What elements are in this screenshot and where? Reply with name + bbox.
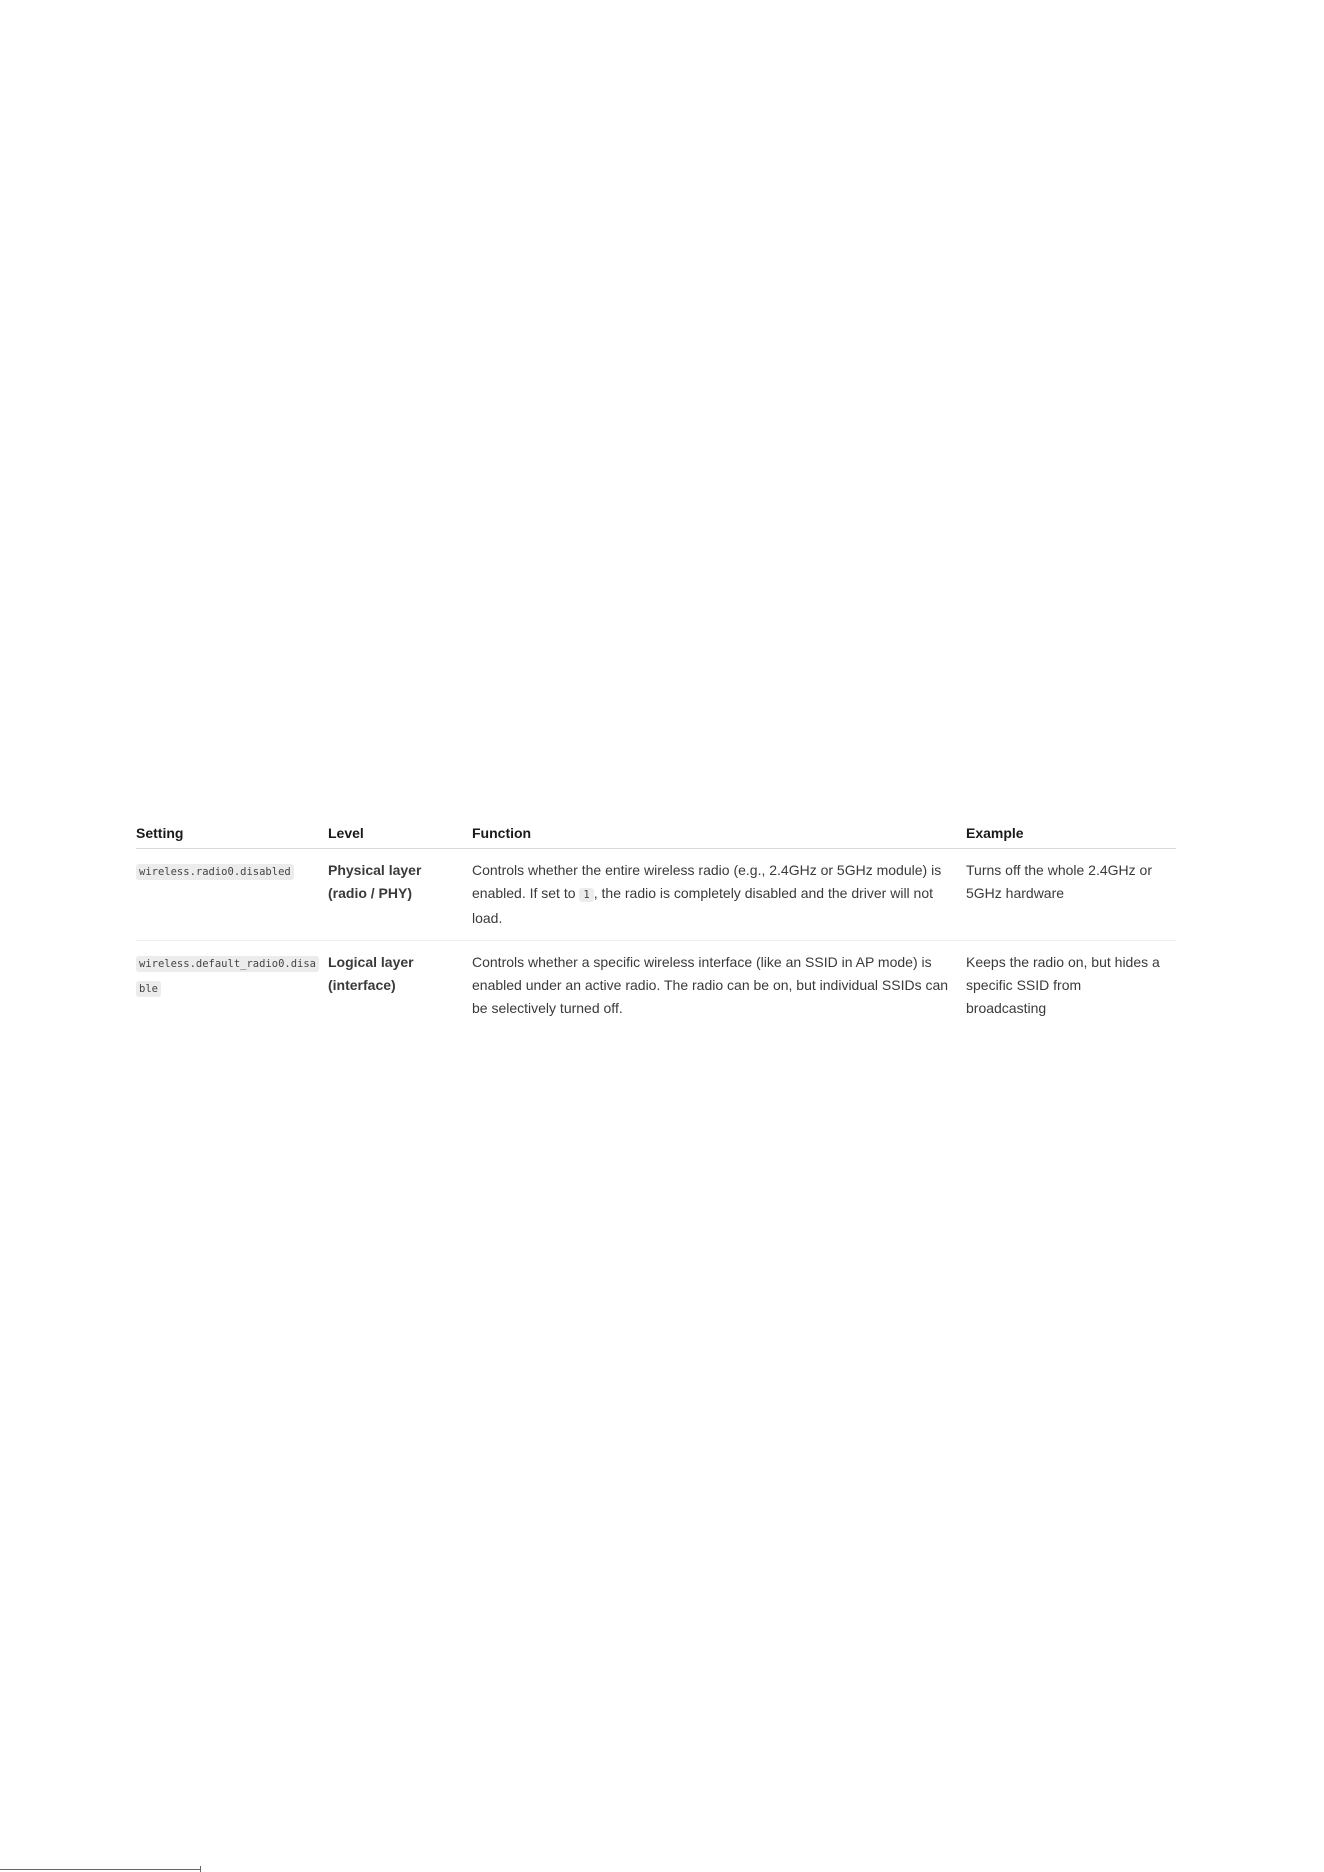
page-bottom-rule: [0, 1869, 200, 1870]
setting-cell: [136, 849, 328, 941]
header-setting: Setting: [136, 818, 328, 849]
table-row: [136, 849, 1176, 941]
function-cell: [472, 849, 966, 941]
example-cell: Turns off the whole 2.4GHz or 5GHz hardware: [966, 862, 1152, 901]
setting-cell: [136, 941, 328, 1031]
example-cell: Keeps the radio on, but hides a specific SSID from broadcasting: [966, 941, 1176, 1031]
table-header-row: [136, 818, 1176, 849]
setting-code: wireless.radio0.disabled: [136, 864, 294, 880]
level-line-2: (interface): [328, 977, 396, 993]
level-line-2: (radio / PHY): [328, 885, 413, 901]
function-cell: Controls whether a specific wireless interface (like an SSID in AP mode) is enabled under an active radio. The radio can be on, but individual SSIDs can be selectively turned off.: [472, 941, 966, 1031]
level-line-1: Physical layer: [328, 862, 422, 878]
function-inline-code: 1: [579, 888, 593, 902]
header-level: Level: [328, 818, 472, 849]
level-cell: [328, 941, 472, 1031]
function-text-after: , the radio is completely disabled and the driver will not load.: [472, 885, 934, 926]
setting-code: wireless.default_radio0.disable: [136, 956, 319, 997]
level-line-1: Logical layer: [328, 954, 414, 970]
function-text-before: Controls whether the entire wireless radio (e.g., 2.4GHz or 5GHz module) is enabled. If set to: [472, 862, 942, 901]
header-example: Example: [966, 818, 1176, 849]
table-row: [136, 941, 1176, 1031]
settings-table: [136, 818, 1176, 1030]
header-function: Function: [472, 818, 966, 849]
page-bottom-tick: [200, 1866, 201, 1872]
level-cell: [328, 849, 472, 941]
